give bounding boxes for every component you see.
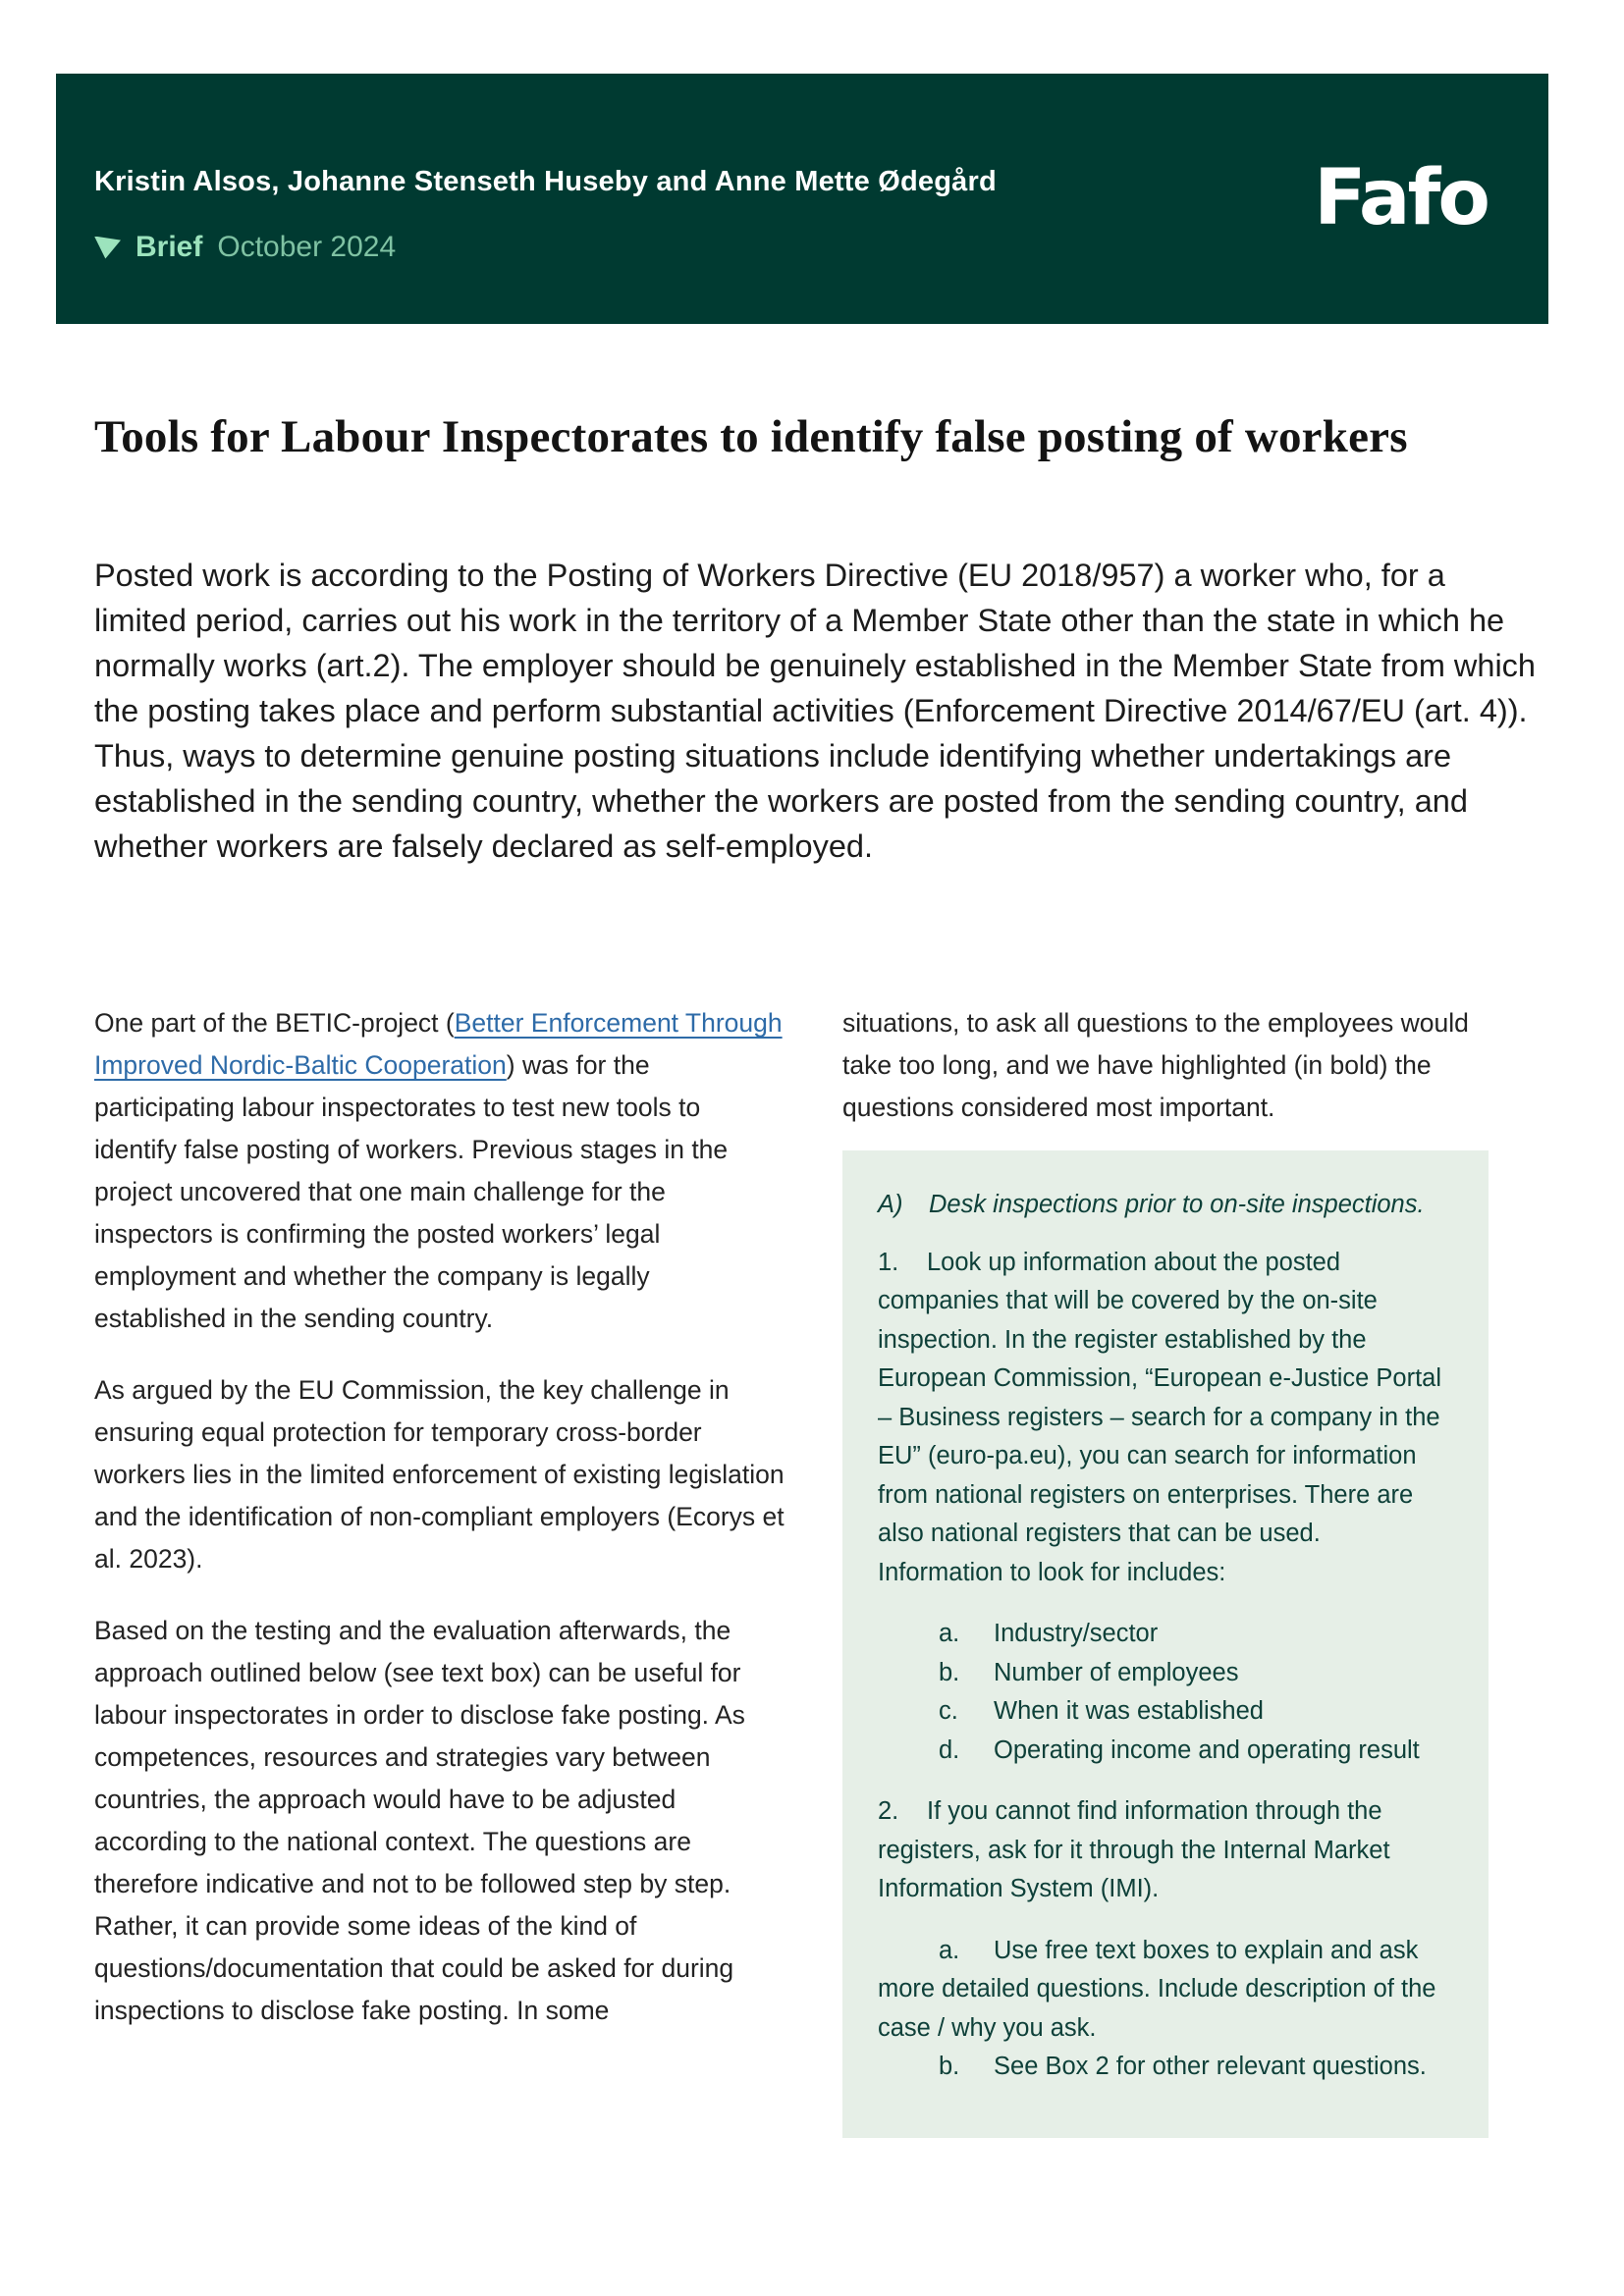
box-sublist-2 — [878, 1932, 1445, 2087]
list-item — [878, 1654, 1445, 1693]
header-band — [56, 74, 1548, 324]
list-item — [878, 1732, 1445, 1771]
paragraph-betic-before: One part of the BETIC-project ( — [94, 1008, 455, 1038]
box-heading-marker: A) — [878, 1191, 903, 1218]
box-item-2 — [878, 1792, 1445, 1909]
list-item — [878, 1615, 1445, 1654]
betic-project-link[interactable]: Better Enforcement Through Improved Nordic-Baltic Cooperation — [94, 1008, 783, 1080]
paragraph-testing: Based on the testing and the evaluation afterwards, the approach outlined below (see text box) can be useful for labour inspectorates in order to disclose fake posting. As competences, resources and strategies vary between countries, the approach would have to be adjusted according to the national context. The questions are therefore indicative and not to be followed step by step. Rather, it can provide some ideas of the kind of questions/documentation that could be asked for during inspections to disclose fake posting. In some — [94, 1616, 745, 2025]
box-item-1-text: Look up information about the posted companies that will be covered by the on-site inspection. In the register established by the European Commission, “European e-Justice Portal – Business registers – search for a company in the EU” (euro-pa.eu), you can search for information from national registers on enterprises. There are also national registers that can be used. Information to look for includes: — [878, 1248, 1442, 1586]
brief-date: October 2024 — [217, 231, 397, 263]
paragraph-betic-after: ) was for the participating labour inspectorates to test new tools to identify false posting of workers. Previous stages in the project uncovered that one main challenge for the inspectors is confirming the posted workers’ legal employment and whether the company is legally established in the sending country. — [94, 1050, 729, 1333]
list-item-marker: a. — [939, 1620, 960, 1647]
lead-paragraph: Posted work is according to the Posting of Workers Directive (EU 2018/957) a worker who, for a limited period, carries out his work in the territory of a Member State other than the state in which he normally works (art.2). The employer should be genuinely established in the Member State from which the posting takes place and perform substantial activities (Enforcement Directive 2014/67/EU (art. 4)). Thus, ways to determine genuine posting situations include identifying whether undertakings are established in the sending country, whether the workers are posted from the sending country, and whether workers are falsely declared as self-employed. — [94, 558, 1537, 864]
list-item-text: See Box 2 for other relevant questions. — [994, 2053, 1427, 2080]
list-item-marker: d. — [939, 1735, 960, 1764]
paragraph-betic — [94, 1002, 785, 1340]
list-item-text: Industry/sector — [994, 1620, 1159, 1647]
paragraph-situations: situations, to ask all questions to the employees would take too long, and we have highlighted (in bold) the questions considered most important. — [842, 1008, 1469, 1122]
page-title: Tools for Labour Inspectorates to identify false posting of workers — [94, 411, 1408, 462]
list-item-text: When it was established — [994, 1697, 1264, 1725]
box-item-1-marker: 1. — [878, 1248, 899, 1276]
brief-row — [94, 231, 396, 264]
paragraph-eu-commission: As argued by the EU Commission, the key challenge in ensuring equal protection for temporary cross-border workers lies in the limited enforcement of existing legislation and the identification of non-compliant employers (Ecorys et al. 2023). — [94, 1375, 785, 1574]
list-item-text: Use free text boxes to explain and ask more detailed questions. Include description of the case / why you ask. — [878, 1936, 1436, 2042]
list-item-text: Number of employees — [994, 1658, 1239, 1686]
left-column — [94, 1002, 785, 2061]
box-item-2-text: If you cannot find information through the registers, ask for it through the Internal Market Information System (IMI). — [878, 1797, 1390, 1902]
fafo-flag-icon — [94, 237, 121, 259]
box-heading — [878, 1186, 1445, 1225]
list-item — [878, 1932, 1445, 2049]
box-item-1 — [878, 1244, 1445, 1593]
box-heading-text: Desk inspections prior to on-site inspections. — [929, 1191, 1425, 1218]
fafo-logo: Fafo — [1314, 154, 1488, 242]
box-item-2-marker: 2. — [878, 1797, 899, 1825]
list-item-marker: c. — [939, 1697, 958, 1725]
brief-label: Brief — [135, 231, 203, 263]
list-item-text: Operating income and operating result — [994, 1735, 1420, 1764]
right-column-intro — [842, 1002, 1490, 1158]
list-item — [878, 1692, 1445, 1732]
list-item — [878, 2048, 1445, 2087]
list-item-marker: b. — [939, 1658, 960, 1686]
list-item-marker: b. — [939, 2053, 960, 2080]
list-item-marker: a. — [939, 1936, 960, 1964]
desk-inspections-box — [842, 1150, 1489, 2138]
authors-line: Kristin Alsos, Johanne Stenseth Huseby and Anne Mette Ødegård — [94, 166, 997, 197]
box-sublist-1 — [878, 1615, 1445, 1770]
